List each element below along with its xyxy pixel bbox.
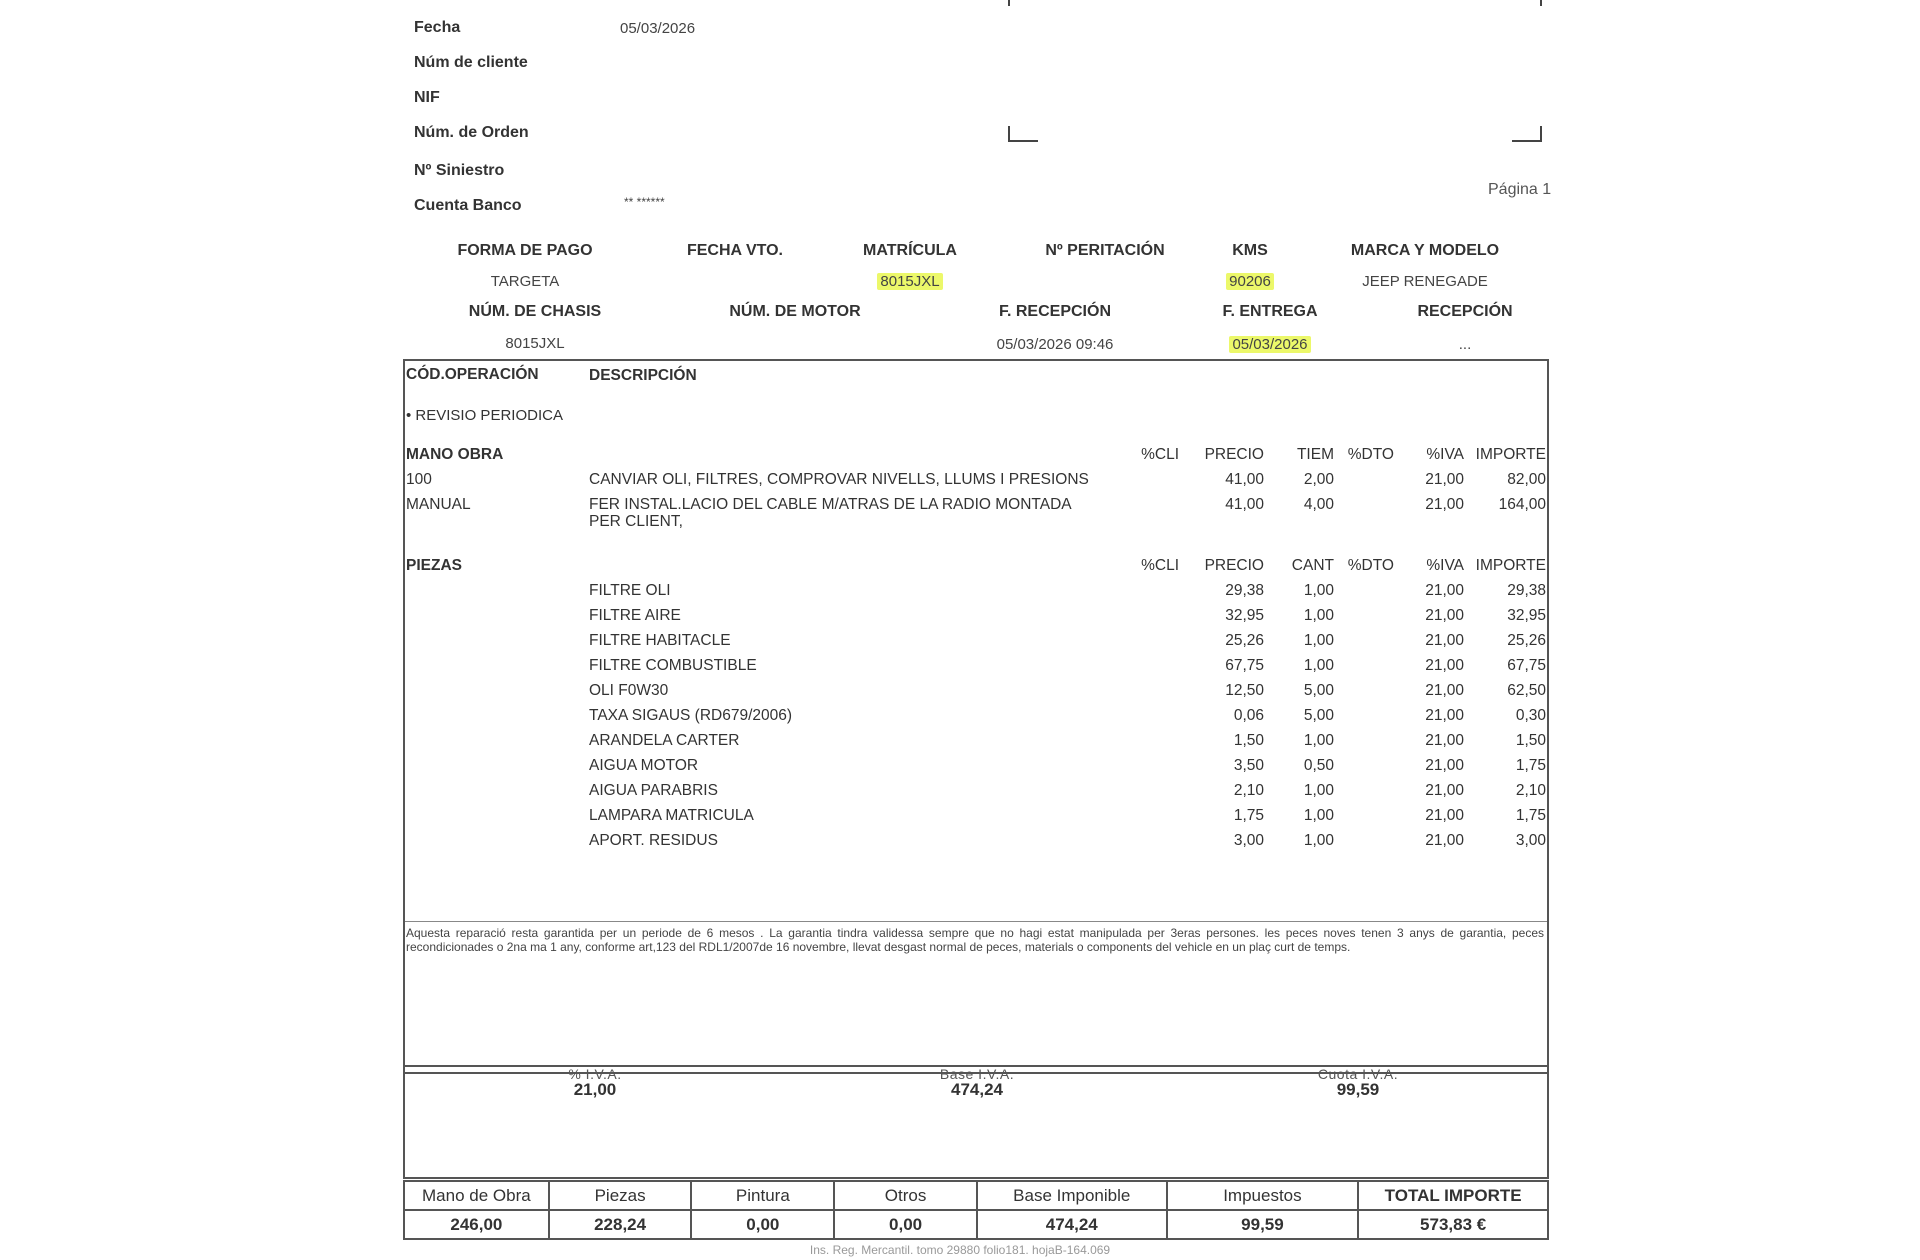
operation-code-header: CÓD.OPERACIÓN bbox=[406, 366, 539, 383]
date-label: Fecha bbox=[414, 19, 461, 36]
vat-quota-header: Cuota I.V.A. bbox=[1317, 1066, 1399, 1082]
plate-label: MATRÍCULA bbox=[863, 242, 957, 259]
part-desc: APORT. RESIDUS bbox=[589, 832, 718, 849]
description-header: DESCRIPCIÓN bbox=[589, 367, 697, 384]
part-iva: 21,00 bbox=[1425, 682, 1464, 699]
part-price: 3,50 bbox=[1233, 757, 1264, 774]
part-amount: 1,75 bbox=[1515, 757, 1546, 774]
parts-col-price: PRECIO bbox=[1204, 557, 1264, 574]
vat-rate-value: 21,00 bbox=[573, 1080, 617, 1099]
part-amount: 1,75 bbox=[1515, 807, 1546, 824]
table-row bbox=[406, 782, 1546, 807]
due-date-label: FECHA VTO. bbox=[686, 242, 783, 259]
part-desc: FILTRE COMBUSTIBLE bbox=[589, 657, 757, 674]
operation-item: • REVISIO PERIODICA bbox=[406, 407, 563, 424]
chassis-label: NÚM. DE CHASIS bbox=[468, 303, 602, 320]
payment-method-label: FORMA DE PAGO bbox=[457, 242, 593, 259]
total-labour-header: Mano de Obra bbox=[404, 1181, 549, 1210]
claim-number-label: Nº Siniestro bbox=[414, 162, 505, 179]
part-iva: 21,00 bbox=[1425, 757, 1464, 774]
labour-title: MANO OBRA bbox=[406, 446, 504, 463]
table-row bbox=[406, 582, 1546, 607]
part-amount: 29,38 bbox=[1507, 582, 1546, 599]
part-price: 32,95 bbox=[1225, 607, 1264, 624]
vat-base-col bbox=[877, 1066, 1077, 1100]
registry-footer: Ins. Reg. Mercantil. tomo 29880 folio181. hojaB-164.069 bbox=[809, 1243, 1111, 1257]
labour-iva: 21,00 bbox=[1425, 496, 1464, 513]
reception-date-label: F. RECEPCIÓN bbox=[998, 303, 1111, 320]
total-base-header: Base Imponible bbox=[977, 1181, 1167, 1210]
part-price: 12,50 bbox=[1225, 682, 1264, 699]
totals-table bbox=[403, 1180, 1549, 1240]
page-number: Página 1 bbox=[1488, 181, 1552, 198]
part-iva: 21,00 bbox=[1425, 707, 1464, 724]
parts-col-qty: CANT bbox=[1291, 557, 1334, 574]
total-paint-value: 0,00 bbox=[691, 1210, 834, 1239]
table-row bbox=[406, 657, 1546, 682]
labour-desc: CANVIAR OLI, FILTRES, COMPROVAR NIVELLS, LLUMS I PRESIONS bbox=[589, 471, 1089, 488]
part-desc: OLI F0W30 bbox=[589, 682, 669, 699]
date-value: 05/03/2026 bbox=[620, 20, 696, 37]
part-qty: 5,00 bbox=[1303, 682, 1334, 699]
table-row bbox=[406, 607, 1546, 632]
table-row bbox=[406, 832, 1546, 857]
part-desc: FILTRE OLI bbox=[589, 582, 671, 599]
parts-title: PIEZAS bbox=[406, 557, 462, 574]
part-desc: FILTRE HABITACLE bbox=[589, 632, 731, 649]
total-paint-header: Pintura bbox=[691, 1181, 834, 1210]
part-desc: TAXA SIGAUS (RD679/2006) bbox=[589, 707, 793, 724]
delivery-date-value: 05/03/2026 bbox=[1195, 336, 1345, 353]
labour-col-dto: %DTO bbox=[1347, 446, 1394, 463]
table-row bbox=[406, 632, 1546, 657]
plate-value: 8015JXL bbox=[835, 273, 985, 290]
make-model-label: MARCA Y MODELO bbox=[1350, 242, 1500, 259]
vat-base-value: 474,24 bbox=[951, 1080, 1003, 1099]
appraisal-label: Nº PERITACIÓN bbox=[1045, 242, 1165, 259]
table-row bbox=[406, 807, 1546, 832]
part-price: 25,26 bbox=[1225, 632, 1264, 649]
part-qty: 1,00 bbox=[1303, 607, 1334, 624]
part-qty: 1,00 bbox=[1303, 807, 1334, 824]
labour-col-price: PRECIO bbox=[1204, 446, 1264, 463]
part-price: 2,10 bbox=[1233, 782, 1264, 799]
part-amount: 2,10 bbox=[1515, 782, 1546, 799]
parts-col-cli: %CLI bbox=[1141, 557, 1179, 574]
part-qty: 1,00 bbox=[1303, 582, 1334, 599]
kms-label: KMS bbox=[1232, 242, 1268, 259]
part-amount: 0,30 bbox=[1515, 707, 1546, 724]
part-desc: LAMPARA MATRICULA bbox=[589, 807, 754, 824]
total-base-value: 474,24 bbox=[977, 1210, 1167, 1239]
total-taxes-value: 99,59 bbox=[1167, 1210, 1359, 1239]
table-row bbox=[406, 732, 1546, 757]
reception-label: RECEPCIÓN bbox=[1417, 303, 1513, 320]
table-row bbox=[406, 496, 1546, 530]
part-price: 0,06 bbox=[1233, 707, 1264, 724]
part-price: 67,75 bbox=[1225, 657, 1264, 674]
part-price: 1,75 bbox=[1233, 807, 1264, 824]
vat-base-header: Base I.V.A. bbox=[939, 1066, 1015, 1082]
labour-qty: 2,00 bbox=[1303, 471, 1334, 488]
labour-table bbox=[406, 446, 1546, 530]
total-taxes-header: Impuestos bbox=[1167, 1181, 1359, 1210]
part-qty: 1,00 bbox=[1303, 782, 1334, 799]
totals-value-row bbox=[404, 1210, 1548, 1239]
nif-label: NIF bbox=[414, 89, 440, 106]
part-desc: ARANDELA CARTER bbox=[589, 732, 740, 749]
labour-price: 41,00 bbox=[1225, 496, 1264, 513]
part-qty: 1,00 bbox=[1303, 632, 1334, 649]
part-amount: 1,50 bbox=[1515, 732, 1546, 749]
part-price: 1,50 bbox=[1233, 732, 1264, 749]
part-iva: 21,00 bbox=[1425, 607, 1464, 624]
parts-col-amount: IMPORTE bbox=[1475, 557, 1546, 574]
bank-account-label: Cuenta Banco bbox=[414, 197, 522, 214]
grand-total-value: 573,83 € bbox=[1358, 1210, 1548, 1239]
part-iva: 21,00 bbox=[1425, 732, 1464, 749]
grand-total-header: TOTAL IMPORTE bbox=[1358, 1181, 1548, 1210]
order-number-label: Núm. de Orden bbox=[414, 124, 529, 141]
total-parts-value: 228,24 bbox=[549, 1210, 692, 1239]
part-qty: 1,00 bbox=[1303, 732, 1334, 749]
labour-qty: 4,00 bbox=[1303, 496, 1334, 513]
corner-mark-top-right bbox=[1540, 0, 1542, 6]
corner-mark-top-left bbox=[1008, 0, 1010, 6]
payment-method-value: TARGETA bbox=[490, 273, 560, 290]
totals-header-row bbox=[404, 1181, 1548, 1210]
labour-price: 41,00 bbox=[1225, 471, 1264, 488]
reception-value: ... bbox=[1458, 336, 1472, 353]
parts-table bbox=[406, 557, 1546, 857]
part-iva: 21,00 bbox=[1425, 782, 1464, 799]
vat-rate-header: % I.V.A. bbox=[568, 1066, 622, 1082]
part-qty: 1,00 bbox=[1303, 657, 1334, 674]
part-amount: 25,26 bbox=[1507, 632, 1546, 649]
legal-divider bbox=[405, 921, 1547, 922]
part-amount: 62,50 bbox=[1507, 682, 1546, 699]
table-row bbox=[406, 757, 1546, 782]
total-other-value: 0,00 bbox=[834, 1210, 977, 1239]
part-desc: AIGUA PARABRIS bbox=[589, 782, 718, 799]
warranty-text: Aquesta reparació resta garantida per un periode de 6 mesos . La garantia tindra validessa sempre que no hagi estat manipulada per 3eras persones. les peces noves tenen 3 anys de garantia, peces recondicionades o 2na ma 1 any, conforme art,123 del RDL1/2007de 16 novembre, llevat desgast normal de peces, materials o components del vehicle en un plaç curt de temps. bbox=[406, 926, 1544, 954]
parts-header-row bbox=[406, 557, 1546, 582]
vat-quota-col bbox=[1258, 1066, 1458, 1100]
labour-desc: FER INSTAL.LACIO DEL CABLE M/ATRAS DE LA RADIO MONTADA PER CLIENT, bbox=[589, 496, 1072, 530]
table-row bbox=[406, 707, 1546, 732]
labour-code: 100 bbox=[406, 471, 432, 488]
part-amount: 67,75 bbox=[1507, 657, 1546, 674]
corner-mark-bottom-right bbox=[1512, 126, 1542, 142]
labour-amount: 164,00 bbox=[1498, 496, 1546, 513]
part-qty: 0,50 bbox=[1303, 757, 1334, 774]
make-model-value: JEEP RENEGADE bbox=[1362, 273, 1488, 290]
table-row bbox=[406, 682, 1546, 707]
chassis-value: 8015JXL bbox=[505, 335, 565, 352]
part-amount: 3,00 bbox=[1515, 832, 1546, 849]
labour-code: MANUAL bbox=[406, 496, 471, 513]
part-desc: AIGUA MOTOR bbox=[589, 757, 699, 774]
total-other-header: Otros bbox=[834, 1181, 977, 1210]
parts-col-dto: %DTO bbox=[1347, 557, 1394, 574]
part-amount: 32,95 bbox=[1507, 607, 1546, 624]
labour-col-cli: %CLI bbox=[1141, 446, 1179, 463]
part-price: 3,00 bbox=[1233, 832, 1264, 849]
labour-amount: 82,00 bbox=[1507, 471, 1546, 488]
corner-mark-bottom-left bbox=[1008, 126, 1038, 142]
bank-account-value: ** ****** bbox=[624, 195, 665, 209]
part-price: 29,38 bbox=[1225, 582, 1264, 599]
kms-value: 90206 bbox=[1210, 273, 1290, 290]
labour-col-amount: IMPORTE bbox=[1475, 446, 1546, 463]
table-row bbox=[406, 471, 1546, 496]
reception-date-value: 05/03/2026 09:46 bbox=[996, 336, 1114, 353]
client-number-label: Núm de cliente bbox=[414, 54, 528, 71]
engine-number-label: NÚM. DE MOTOR bbox=[729, 303, 861, 320]
labour-col-time: TIEM bbox=[1296, 446, 1334, 463]
part-qty: 1,00 bbox=[1303, 832, 1334, 849]
part-desc: FILTRE AIRE bbox=[589, 607, 681, 624]
labour-col-iva: %IVA bbox=[1426, 446, 1464, 463]
total-labour-value: 246,00 bbox=[404, 1210, 549, 1239]
labour-header-row bbox=[406, 446, 1546, 471]
delivery-date-label: F. ENTREGA bbox=[1222, 303, 1318, 320]
vat-quota-value: 99,59 bbox=[1336, 1080, 1380, 1099]
part-iva: 21,00 bbox=[1425, 657, 1464, 674]
part-qty: 5,00 bbox=[1303, 707, 1334, 724]
part-iva: 21,00 bbox=[1425, 632, 1464, 649]
total-parts-header: Piezas bbox=[549, 1181, 692, 1210]
parts-col-iva: %IVA bbox=[1426, 557, 1464, 574]
vat-rate-col bbox=[495, 1066, 695, 1100]
part-iva: 21,00 bbox=[1425, 832, 1464, 849]
part-iva: 21,00 bbox=[1425, 582, 1464, 599]
labour-iva: 21,00 bbox=[1425, 471, 1464, 488]
part-iva: 21,00 bbox=[1425, 807, 1464, 824]
